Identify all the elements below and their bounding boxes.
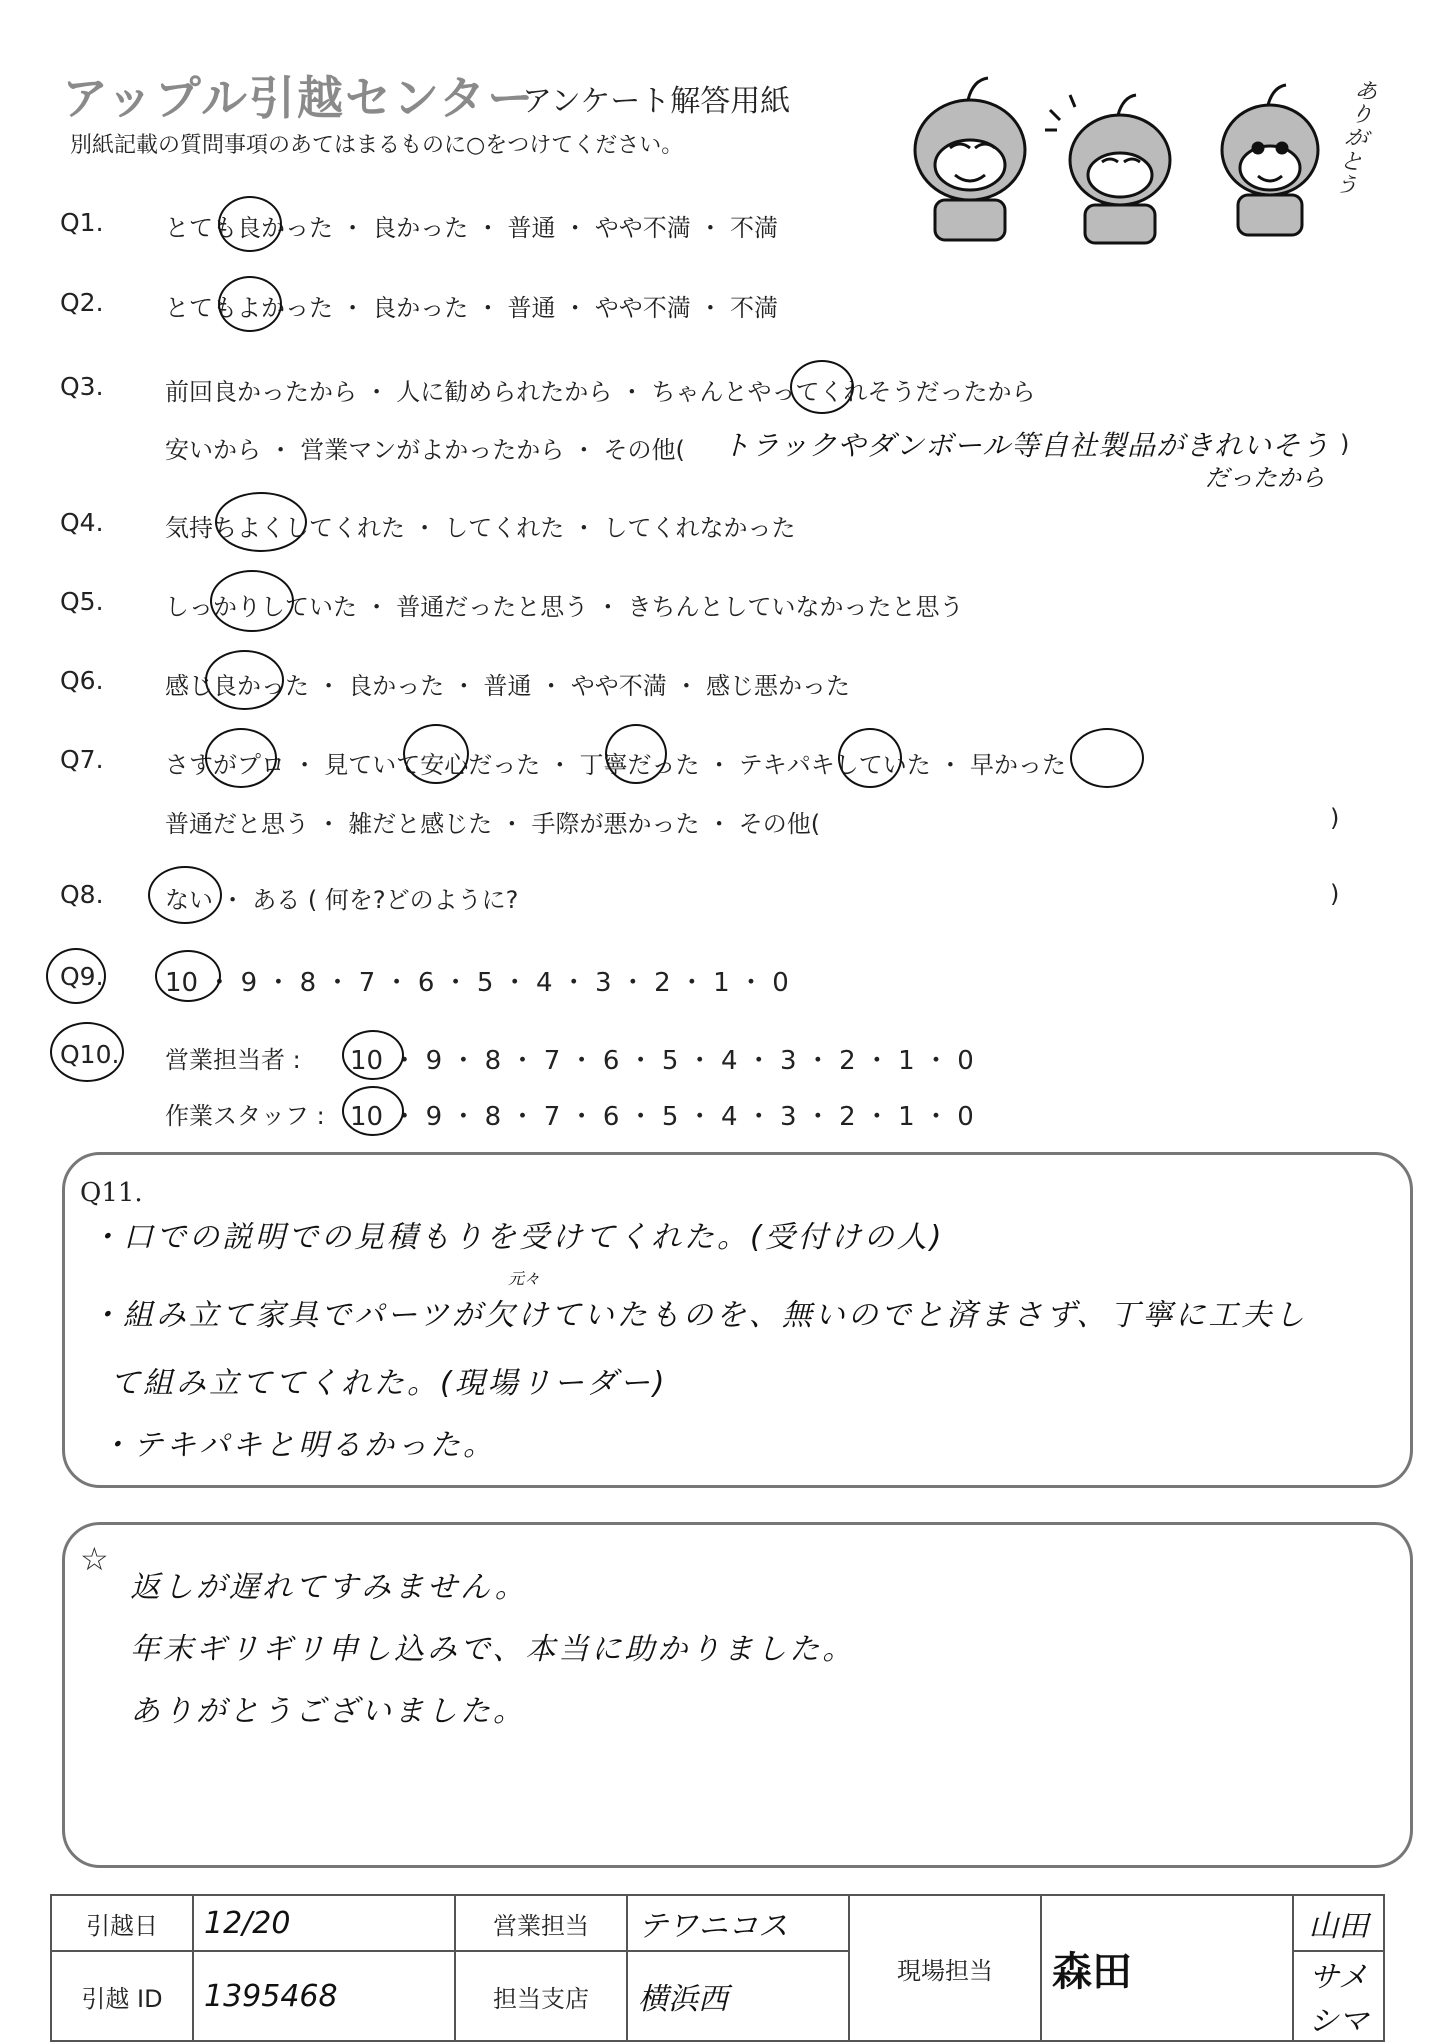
q5-answer-circle <box>210 570 294 632</box>
q7-answer-circle-4 <box>838 728 902 788</box>
q9-label-circle <box>46 948 106 1004</box>
q9-scale[interactable]: 10 ・ 9 ・ 8 ・ 7 ・ 6 ・ 5 ・ 4 ・ 3 ・ 2 ・ 1 ・ 0 <box>165 968 789 998</box>
q3-other-answer: トラックやダンボール等自社製品がきれいそう <box>722 429 1331 462</box>
q4-options[interactable]: 気持ちよくしてくれた ・ してくれた ・ してくれなかった <box>165 514 796 542</box>
q5-options[interactable]: しっかりしていた ・ 普通だったと思う ・ きちんとしていなかったと思う <box>165 593 964 621</box>
site-value-2: 山田 <box>1293 1895 1384 1951</box>
q3-label: Q3. <box>60 372 104 401</box>
q11-label: Q11. <box>80 1178 143 1208</box>
branch-label: 担当支店 <box>455 1951 627 2041</box>
mascot-thanks-text: ありがとう <box>1332 77 1380 201</box>
q7-answer-circle-2 <box>403 724 469 784</box>
instruction-text: 別紙記載の質問事項のあてはまるものに○をつけてください。 <box>70 133 684 158</box>
q7-options-line2[interactable]: 普通だと思う ・ 雑だと感じた ・ 手際が悪かった ・ その他( <box>165 810 821 838</box>
q9-answer-circle <box>155 950 221 1002</box>
mascot-left-icon <box>915 78 1025 240</box>
q1-answer-circle <box>218 196 282 252</box>
q7-answer-circle-5 <box>1070 728 1144 788</box>
site-value-3: サメシマ <box>1293 1951 1384 2041</box>
q11-line-2: ・組み立て家具でパーツが欠けていたものを、無いのでと済まさず、丁寧に工夫し <box>90 1298 1308 1333</box>
q7-close-paren: ) <box>1330 804 1340 832</box>
sales-label: 営業担当 <box>455 1895 627 1951</box>
q10-staff-answer-circle <box>342 1086 404 1136</box>
q4-label: Q4. <box>60 508 104 537</box>
q9-label: Q9. <box>60 962 104 991</box>
comment-line-2: 年末ギリギリ申し込みで、本当に助かりました。 <box>130 1632 856 1667</box>
q10-label: Q10. <box>60 1040 120 1069</box>
footer-info-table <box>50 1894 1385 2042</box>
q8-options[interactable]: ない ・ ある ( 何を?どのように? <box>165 886 519 914</box>
q10-sales-answer-circle <box>342 1030 404 1080</box>
comment-line-3: ありがとうございました。 <box>130 1694 526 1729</box>
q3-options-line1[interactable]: 前回良かったから ・ 人に勧められたから ・ ちゃんとやってくれそうだったから <box>165 378 1036 406</box>
q6-options[interactable]: 感じ良かった ・ 良かった ・ 普通 ・ やや不満 ・ 感じ悪かった <box>165 672 851 700</box>
q10-staff-label: 作業スタッフ : <box>165 1102 325 1130</box>
q1-options[interactable]: とても良かった ・ 良かった ・ 普通 ・ やや不満 ・ 不満 <box>165 214 779 242</box>
move-id-value: 1395468 <box>193 1951 455 2041</box>
form-subtitle: アンケート解答用紙 <box>522 84 791 119</box>
move-date-value: 12/20 <box>193 1895 455 1951</box>
site-label: 現場担当 <box>849 1895 1041 2041</box>
q8-answer-circle <box>148 866 222 924</box>
q10-sales-label: 営業担当者 : <box>165 1046 301 1074</box>
q11-line-3: て組み立ててくれた。(現場リーダー) <box>110 1366 668 1401</box>
mascot-center-icon <box>1045 95 1170 243</box>
mascot-right-icon <box>1222 85 1318 235</box>
q6-answer-circle <box>205 650 284 710</box>
mascot-illustration <box>880 70 1360 250</box>
q8-label: Q8. <box>60 880 104 909</box>
q1-label: Q1. <box>60 208 104 237</box>
q7-label: Q7. <box>60 745 104 774</box>
q10-sales-scale[interactable]: 10 ・ 9 ・ 8 ・ 7 ・ 6 ・ 5 ・ 4 ・ 3 ・ 2 ・ 1 ・ 0 <box>350 1046 974 1076</box>
sales-value: テワニコス <box>627 1895 849 1951</box>
q3-close-paren: ) <box>1340 430 1350 458</box>
branch-value: 横浜西 <box>627 1951 849 2041</box>
q3-other-answer-cont: だったから <box>1205 464 1325 492</box>
q3-options-line2[interactable]: 安いから ・ 営業マンがよかったから ・ その他( <box>165 436 685 464</box>
q8-close-paren: ) <box>1330 880 1340 908</box>
comment-line-1: 返しが遅れてすみません。 <box>130 1570 528 1605</box>
q7-options-line1[interactable]: さすがプロ ・ 見ていて安心だった ・ 丁寧だった ・ テキパキしていた ・ 早かった <box>165 751 1067 779</box>
q2-options[interactable]: とてもよかった ・ 良かった ・ 普通 ・ やや不満 ・ 不満 <box>165 294 779 322</box>
q11-line-1: ・口での説明での見積もりを受けてくれた。(受付けの人) <box>90 1220 945 1255</box>
move-date-label: 引越日 <box>51 1895 193 1951</box>
q5-label: Q5. <box>60 587 104 616</box>
q6-label: Q6. <box>60 666 104 695</box>
q7-answer-circle-3 <box>605 724 667 784</box>
q4-answer-circle <box>215 492 307 552</box>
company-title: アップル引越センター <box>62 71 536 125</box>
move-id-label: 引越 ID <box>51 1951 193 2041</box>
q2-answer-circle <box>218 276 282 332</box>
q11-line-4: ・テキパキと明るかった。 <box>100 1428 496 1463</box>
site-value-1: 森田 <box>1041 1895 1293 2041</box>
q10-staff-scale[interactable]: 10 ・ 9 ・ 8 ・ 7 ・ 6 ・ 5 ・ 4 ・ 3 ・ 2 ・ 1 ・ 0 <box>350 1102 974 1132</box>
q2-label: Q2. <box>60 288 104 317</box>
q10-label-circle <box>50 1022 124 1082</box>
q11-ruby: 元々 <box>508 1269 541 1288</box>
q3-answer-circle <box>790 360 854 414</box>
star-icon: ☆ <box>80 1540 109 1578</box>
q7-answer-circle-1 <box>205 728 277 788</box>
